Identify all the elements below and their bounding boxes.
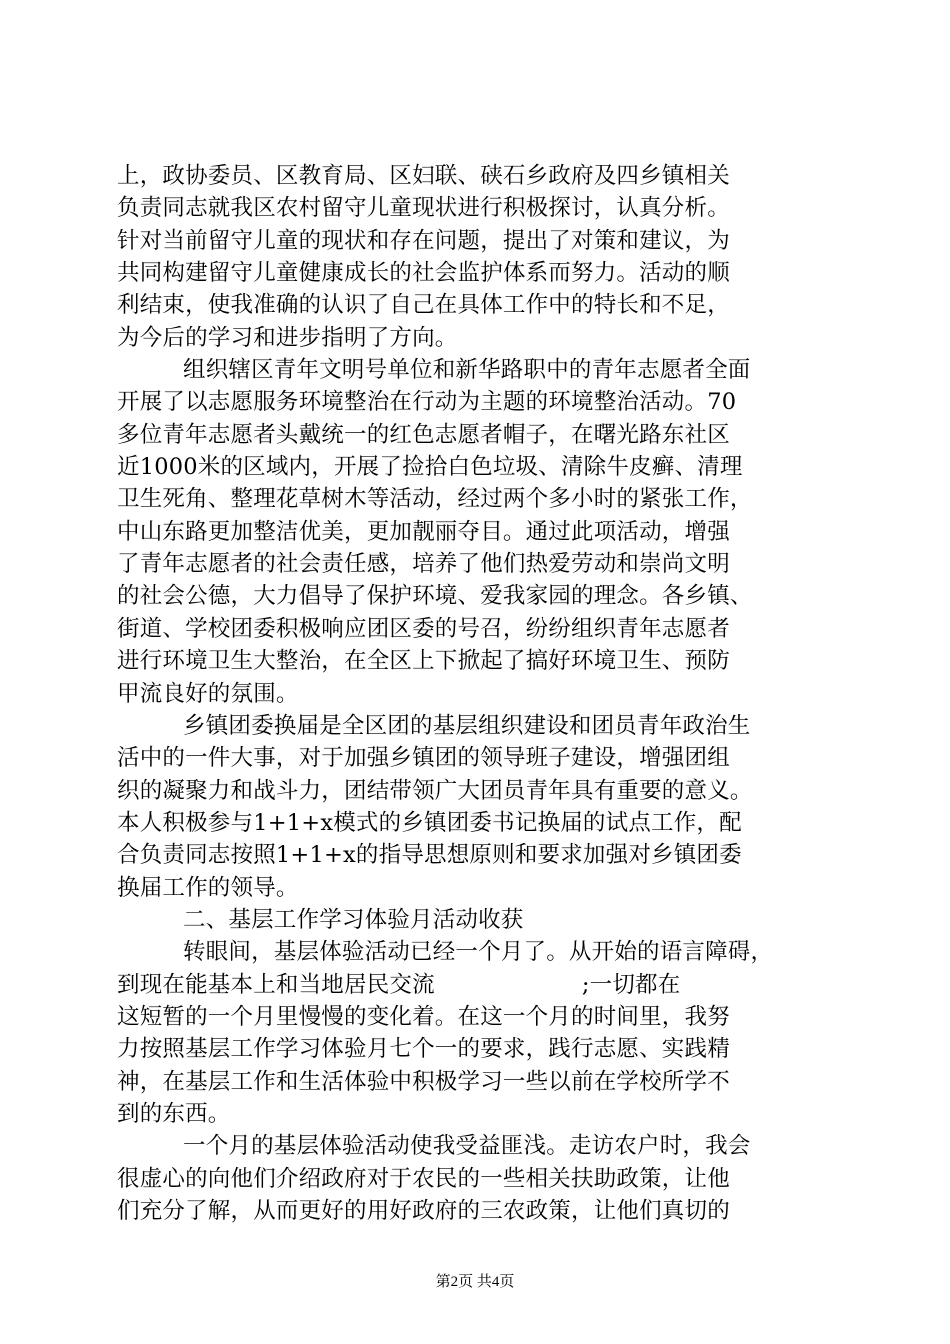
page-footer — [0, 1270, 950, 1291]
page-number-label: 第2页 共4页 — [435, 1274, 515, 1290]
text-line: 开展了以志愿服务环境整治在行动为主题的环境整治活动。70 — [117, 389, 737, 416]
text-line: 换届工作的领导。 — [117, 874, 299, 901]
text-line: 到现在能基本上和当地居民交流 ;一切都在 — [117, 971, 681, 998]
text-line: 负责同志就我区农村留守儿童现状进行积极探讨，认真分析。 — [117, 195, 730, 222]
text-line: 二、基层工作学习体验月活动收获 — [183, 906, 524, 933]
text-line: 神，在基层工作和生活体验中积极学习一些以前在学校所学不 — [117, 1068, 730, 1095]
text-line: 了青年志愿者的社会责任感，培养了他们热爱劳动和崇尚文明 — [117, 551, 730, 578]
text-line: 到的东西。 — [117, 1100, 231, 1127]
text-line: 一个月的基层体验活动使我受益匪浅。走访农户时，我会 — [183, 1133, 751, 1160]
text-line: 上，政协委员、区教育局、区妇联、硖石乡政府及四乡镇相关 — [117, 163, 730, 189]
text-line: 这短暂的一个月里慢慢的变化着。在这一个月的时间里，我努 — [117, 1003, 730, 1030]
text-line: 力按照基层工作学习体验月七个一的要求，践行志愿、实践精 — [117, 1036, 730, 1063]
text-line: 合负责同志按照1+1+x的指导思想原则和要求加强对乡镇团委 — [117, 842, 742, 869]
text-line: 卫生死角、整理花草树木等活动，经过两个多小时的紧张工作， — [117, 486, 753, 513]
text-line: 中山东路更加整洁优美，更加靓丽夺目。通过此项活动，增强 — [117, 518, 730, 545]
text-line: 为今后的学习和进步指明了方向。 — [117, 324, 458, 351]
text-line: 织的凝聚力和战斗力，团结带领广大团员青年具有重要的意义。 — [117, 777, 753, 804]
text-line: 本人积极参与1+1+x模式的乡镇团委书记换届的试点工作，配 — [117, 809, 742, 836]
text-line: 近1000米的区域内，开展了捡拾白色垃圾、清除牛皮癣、清理 — [117, 454, 743, 481]
document-body — [117, 160, 837, 1227]
text-line: 甲流良好的氛围。 — [117, 680, 299, 707]
text-line: 针对当前留守儿童的现状和存在问题，提出了对策和建议，为 — [117, 227, 730, 254]
text-line: 利结束，使我准确的认识了自己在具体工作中的特长和不足， — [117, 292, 730, 319]
text-line: 进行环境卫生大整治，在全区上下掀起了搞好环境卫生、预防 — [117, 648, 730, 675]
text-line: 街道、学校团委积极响应团区委的号召，纷纷组织青年志愿者 — [117, 615, 730, 642]
text-line: 转眼间，基层体验活动已经一个月了。从开始的语言障碍， — [183, 939, 774, 966]
text-line: 乡镇团委换届是全区团的基层组织建设和团员青年政治生 — [183, 712, 751, 739]
text-line: 组织辖区青年文明号单位和新华路职中的青年志愿者全面 — [183, 357, 751, 384]
text-line: 很虚心的向他们介绍政府对于农民的一些相关扶助政策，让他 — [117, 1165, 730, 1192]
text-line: 的社会公德，大力倡导了保护环境、爱我家园的理念。各乡镇、 — [117, 583, 753, 610]
text-line: 活中的一件大事，对于加强乡镇团的领导班子建设，增强团组 — [117, 745, 730, 772]
text-line: 共同构建留守儿童健康成长的社会监护体系而努力。活动的顺 — [117, 260, 730, 287]
text-line: 们充分了解，从而更好的用好政府的三农政策，让他们真切的 — [117, 1198, 730, 1224]
text-line: 多位青年志愿者头戴统一的红色志愿者帽子，在曙光路东社区 — [117, 421, 730, 448]
